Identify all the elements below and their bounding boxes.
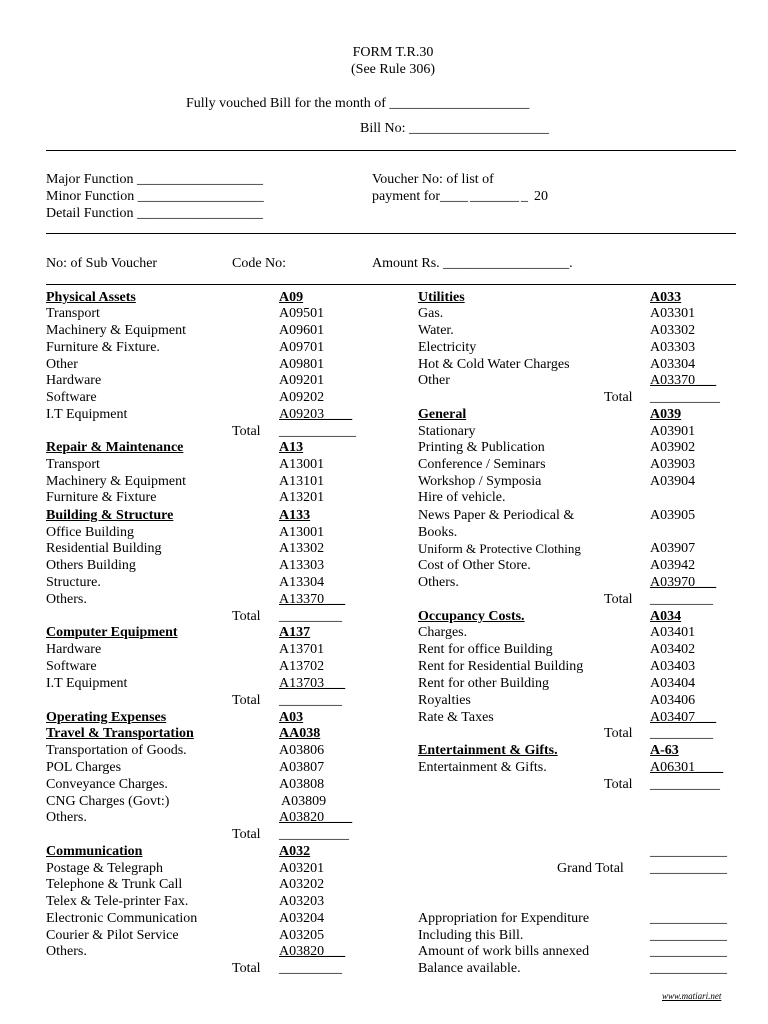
total-label: Total bbox=[232, 693, 261, 708]
item-name: Electronic Communication bbox=[46, 911, 198, 926]
item-name: Courier & Pilot Service bbox=[46, 928, 179, 943]
item-name: Telex & Tele-printer Fax. bbox=[46, 894, 189, 909]
divider bbox=[46, 233, 736, 234]
total-blank: __________ bbox=[279, 424, 349, 439]
item-code: A03907 bbox=[650, 541, 696, 556]
section-code: A13 bbox=[279, 440, 304, 455]
total-line bbox=[279, 423, 356, 440]
section-title: Utilities bbox=[418, 290, 465, 305]
divider bbox=[46, 150, 736, 151]
item-code: A03303 bbox=[650, 340, 696, 355]
item-name: Office Building bbox=[46, 525, 135, 540]
appropriation-label: Including this Bill. bbox=[418, 928, 524, 943]
total-label: Total bbox=[604, 390, 633, 405]
item-name: Residential Building bbox=[46, 541, 162, 556]
item-code: A03201 bbox=[279, 861, 325, 876]
item-name: POL Charges bbox=[46, 760, 122, 775]
section-title: Travel & Transportation bbox=[46, 726, 194, 741]
item-name: Uniform & Protective Clothing bbox=[418, 541, 581, 556]
form-title: FORM T.R.30 bbox=[352, 45, 434, 60]
section-title: Building & Structure bbox=[46, 508, 174, 523]
item-code: A13703___ bbox=[279, 676, 346, 691]
total-blank: _________ bbox=[650, 592, 713, 607]
item-code: A09201 bbox=[279, 373, 325, 388]
item-name: Hire of vehicle. bbox=[418, 490, 506, 505]
item-code: A03806 bbox=[279, 743, 325, 758]
item-name: Rent for other Building bbox=[418, 676, 550, 691]
item-name: Others. bbox=[46, 810, 87, 825]
section-title: Operating Expenses bbox=[46, 710, 167, 725]
payment-year: 20 bbox=[534, 189, 549, 204]
item-code: A13302 bbox=[279, 541, 325, 556]
item-name: Postage & Telegraph bbox=[46, 861, 163, 876]
section-code: A033 bbox=[650, 290, 682, 305]
item-code: A03204 bbox=[279, 911, 325, 926]
total-label: Total bbox=[232, 424, 261, 439]
total-blank: __________ bbox=[279, 827, 349, 842]
item-name: Transportation of Goods. bbox=[46, 743, 187, 758]
item-name: Software bbox=[46, 390, 97, 405]
item-name: Cost of Other Store. bbox=[418, 558, 531, 573]
total-blank: _________ bbox=[279, 693, 342, 708]
grand-total-label: Grand Total bbox=[557, 861, 624, 876]
item-name: Others Building bbox=[46, 558, 136, 573]
sub-voucher-label: No: of Sub Voucher bbox=[46, 256, 158, 271]
item-code: A13304 bbox=[279, 575, 325, 590]
item-name: Machinery & Equipment bbox=[46, 474, 186, 489]
item-name: Books. bbox=[418, 525, 458, 540]
major-function: Major Function __________________ bbox=[46, 172, 263, 187]
total-label: Total bbox=[604, 592, 633, 607]
item-name: Gas. bbox=[418, 306, 444, 321]
item-name: Other bbox=[418, 373, 450, 388]
minor-function: Minor Function __________________ bbox=[46, 189, 264, 204]
item-code: A13001 bbox=[279, 457, 325, 472]
item-code: A03401 bbox=[650, 625, 696, 640]
payment-blank-1: ____ bbox=[440, 189, 469, 204]
amount-label: Amount Rs. __________________. bbox=[372, 256, 573, 271]
item-name: Hardware bbox=[46, 642, 102, 657]
total-blank: _________ bbox=[650, 726, 713, 741]
section-code: A133 bbox=[279, 508, 311, 523]
item-code: A09203____ bbox=[279, 407, 353, 422]
item-code: A13303 bbox=[279, 558, 325, 573]
item-name: Transport bbox=[46, 457, 100, 472]
appropriation-label: Amount of work bills annexed bbox=[418, 944, 590, 959]
item-code: A13702 bbox=[279, 659, 325, 674]
appropriation-blank: ___________ bbox=[650, 961, 727, 976]
item-code: A09801 bbox=[279, 357, 325, 372]
item-code: A03202 bbox=[279, 877, 325, 892]
item-name: Charges. bbox=[418, 625, 468, 640]
item-code: A03203 bbox=[279, 894, 325, 909]
item-name: Furniture & Fixture. bbox=[46, 340, 160, 355]
item-name: Rent for office Building bbox=[418, 642, 553, 657]
item-name: Others. bbox=[46, 944, 87, 959]
item-name: Machinery & Equipment bbox=[46, 323, 186, 338]
appropriation-blank: ___________ bbox=[650, 944, 727, 959]
item-name: Conference / Seminars bbox=[418, 457, 546, 472]
section-code: A032 bbox=[279, 844, 311, 859]
bill-month-line: Fully vouched Bill for the month of ____________________ bbox=[186, 96, 530, 111]
item-name: Others. bbox=[46, 592, 87, 607]
item-name: Entertainment & Gifts. bbox=[418, 760, 547, 775]
total-tail: _ bbox=[349, 424, 356, 439]
item-code: A03902 bbox=[650, 440, 696, 455]
item-code: A03820____ bbox=[279, 810, 353, 825]
section-code: A09 bbox=[279, 290, 304, 305]
item-name: Printing & Publication bbox=[418, 440, 545, 455]
item-code: A03301 bbox=[650, 306, 696, 321]
section-title: Communication bbox=[46, 844, 143, 859]
payment-blank-3: _ bbox=[521, 189, 529, 204]
item-name: Other bbox=[46, 357, 78, 372]
item-name: Transport bbox=[46, 306, 100, 321]
section-title: General bbox=[418, 407, 467, 422]
section-code: A039 bbox=[650, 407, 682, 422]
item-name: Hardware bbox=[46, 373, 102, 388]
total-label: Total bbox=[232, 609, 261, 624]
code-no-label: Code No: bbox=[232, 256, 287, 271]
item-code: A03820___ bbox=[279, 944, 346, 959]
item-code: A03205 bbox=[279, 928, 325, 943]
item-name: Furniture & Fixture bbox=[46, 490, 157, 505]
item-code: A09202 bbox=[279, 390, 325, 405]
item-code: A03808 bbox=[279, 777, 325, 792]
total-blank: _________ bbox=[279, 609, 342, 624]
item-code: A06301____ bbox=[650, 760, 724, 775]
bill-no-line: Bill No: ____________________ bbox=[360, 121, 550, 136]
item-code: A09601 bbox=[279, 323, 325, 338]
item-code: A03809 bbox=[281, 794, 327, 809]
item-code: A03406 bbox=[650, 693, 696, 708]
item-code: A03807 bbox=[279, 760, 325, 775]
item-code: A03942 bbox=[650, 558, 696, 573]
item-name: Electricity bbox=[418, 340, 477, 355]
item-code: A13701 bbox=[279, 642, 325, 657]
item-code: A03402 bbox=[650, 642, 696, 657]
section-code: A034 bbox=[650, 609, 682, 624]
total-label: Total bbox=[232, 827, 261, 842]
divider bbox=[46, 284, 736, 285]
section-code: A03 bbox=[279, 710, 304, 725]
item-code: A03901 bbox=[650, 424, 696, 439]
item-code: A13001 bbox=[279, 525, 325, 540]
section-code: AA038 bbox=[279, 726, 321, 741]
item-code: A03407___ bbox=[650, 710, 717, 725]
item-name: Rate & Taxes bbox=[418, 710, 494, 725]
item-code: A13101 bbox=[279, 474, 325, 489]
item-code: A03970___ bbox=[650, 575, 717, 590]
item-code: A03304 bbox=[650, 357, 696, 372]
item-name: Royalties bbox=[418, 693, 471, 708]
grand-total-blank: ___________ bbox=[650, 844, 727, 859]
item-code: A03904 bbox=[650, 474, 696, 489]
item-name: CNG Charges (Govt:) bbox=[46, 794, 170, 809]
item-name: News Paper & Periodical & bbox=[418, 508, 575, 523]
form-rule: (See Rule 306) bbox=[351, 62, 435, 77]
total-label: Total bbox=[232, 961, 261, 976]
item-code: A03903 bbox=[650, 457, 696, 472]
item-code: A03302 bbox=[650, 323, 696, 338]
appropriation-label: Appropriation for Expenditure bbox=[418, 911, 590, 926]
section-code: A-63 bbox=[650, 743, 679, 758]
appropriation-label: Balance available. bbox=[418, 961, 521, 976]
item-name: Conveyance Charges. bbox=[46, 777, 168, 792]
total-label: Total bbox=[604, 777, 633, 792]
item-code: A03905 bbox=[650, 508, 696, 523]
detail-function: Detail Function __________________ bbox=[46, 206, 263, 221]
item-name: Others. bbox=[418, 575, 459, 590]
item-code: A13201 bbox=[279, 490, 325, 505]
item-code: A03403 bbox=[650, 659, 696, 674]
total-blank: __________ bbox=[650, 390, 720, 405]
appropriation-blank: ___________ bbox=[650, 928, 727, 943]
item-name: Rent for Residential Building bbox=[418, 659, 584, 674]
item-name: Structure. bbox=[46, 575, 101, 590]
item-code: A09501 bbox=[279, 306, 325, 321]
total-blank: _________ bbox=[279, 961, 342, 976]
item-code: A13370___ bbox=[279, 592, 346, 607]
payment-blank-2: _______ bbox=[470, 189, 520, 204]
item-name: Water. bbox=[418, 323, 454, 338]
footer-link[interactable]: www.matiari.net bbox=[662, 991, 722, 1001]
section-code: A137 bbox=[279, 625, 311, 640]
total-label: Total bbox=[604, 726, 633, 741]
section-title: Occupancy Costs. bbox=[418, 609, 525, 624]
item-name: I.T Equipment bbox=[46, 407, 128, 422]
item-name: Stationary bbox=[418, 424, 476, 439]
total-blank: __________ bbox=[650, 777, 720, 792]
payment-for-label: payment for bbox=[372, 189, 441, 204]
section-title: Repair & Maintenance bbox=[46, 440, 184, 455]
item-name: I.T Equipment bbox=[46, 676, 128, 691]
item-code: A03404 bbox=[650, 676, 696, 691]
item-name: Workshop / Symposia bbox=[418, 474, 542, 489]
payment-for-line bbox=[372, 188, 548, 205]
item-name: Hot & Cold Water Charges bbox=[418, 357, 570, 372]
section-title: Entertainment & Gifts. bbox=[418, 743, 558, 758]
item-name: Software bbox=[46, 659, 97, 674]
item-code: A03370___ bbox=[650, 373, 717, 388]
item-code: A09701 bbox=[279, 340, 325, 355]
section-title: Computer Equipment bbox=[46, 625, 178, 640]
item-name: Telephone & Trunk Call bbox=[46, 877, 183, 892]
appropriation-blank: ___________ bbox=[650, 911, 727, 926]
voucher-line: Voucher No: of list of bbox=[372, 172, 494, 187]
grand-total-blank: ___________ bbox=[650, 861, 727, 876]
section-title: Physical Assets bbox=[46, 290, 136, 305]
